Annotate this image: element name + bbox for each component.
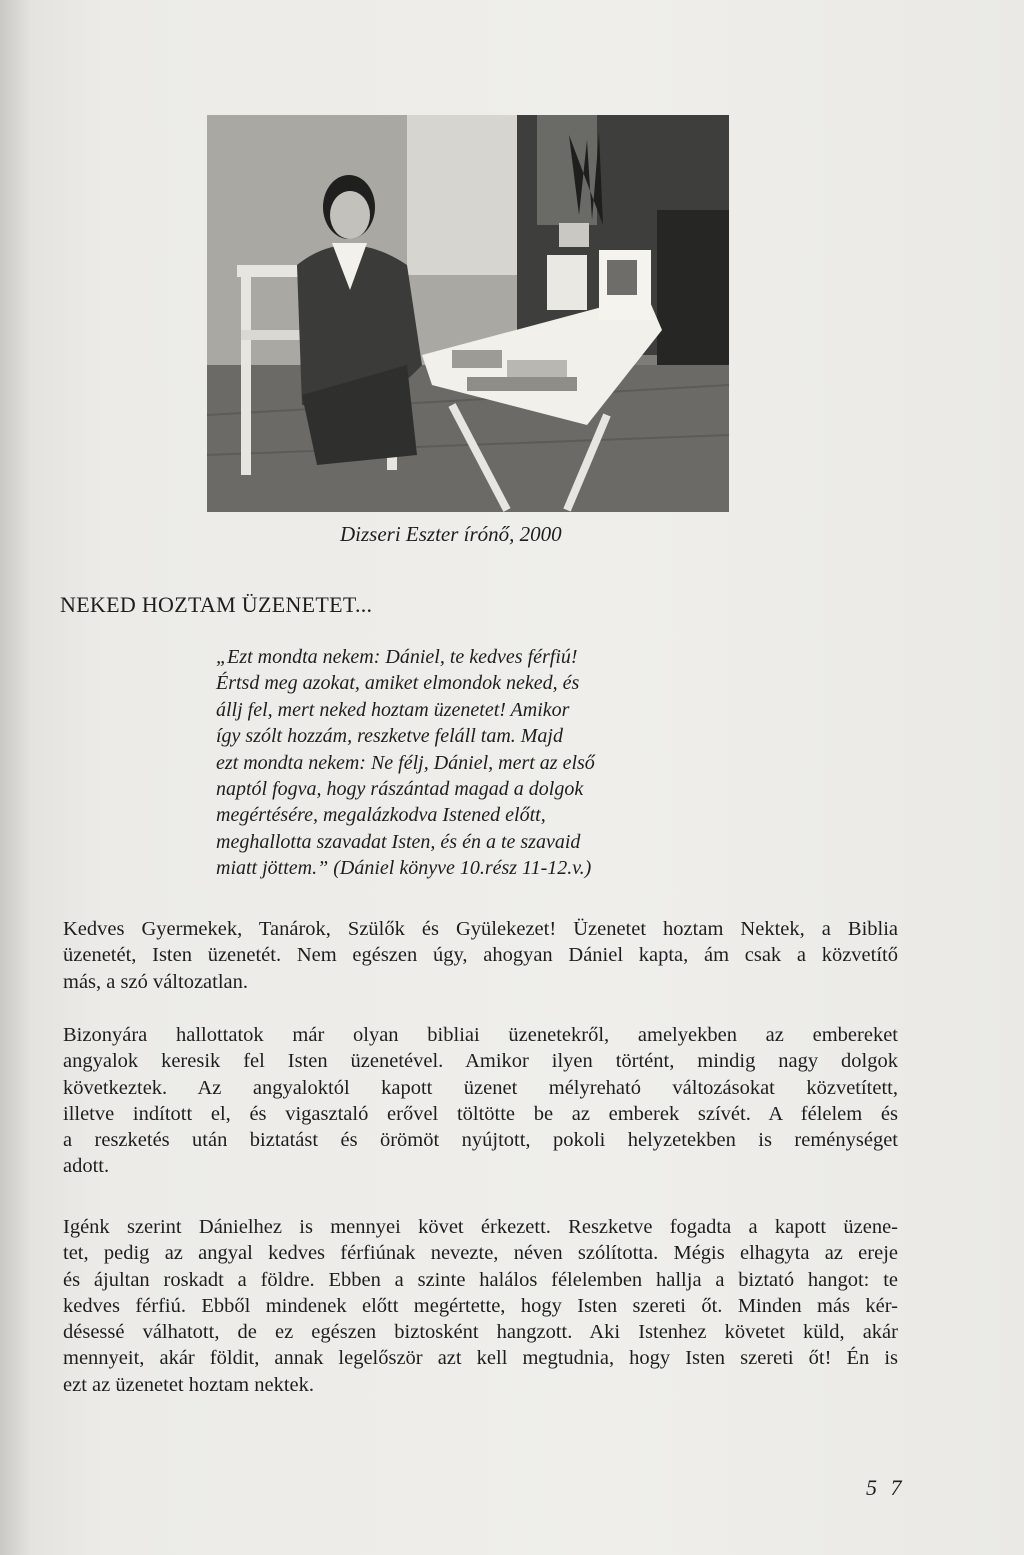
photo-illustration	[207, 115, 729, 512]
paragraph-line: következtek. Az angyaloktól kapott üzenet mélyreható változásokat közvetített,	[63, 1076, 898, 1099]
paragraph-line: illetve indított el, és vigasztaló erővel töltötte be az emberek szívét. A félelem és	[63, 1102, 898, 1125]
paragraph-line: és ájultan roskadt a földre. Ebben a szinte halálos félelemben hallja a biztató hangot: te	[63, 1268, 898, 1291]
section-heading: NEKED HOZTAM ÜZENETET...	[60, 592, 373, 617]
quote-line: így szólt hozzám, reszketve feláll tam. Majd	[216, 725, 563, 748]
paragraph-greeting	[63, 916, 898, 995]
quote-line: megértésére, megalázkodva Istened előtt,	[216, 804, 546, 827]
paragraph-line: ezt az üzenetet hoztam nektek.	[63, 1373, 314, 1396]
paragraph-line: Bizonyára hallottatok már olyan bibliai üzenetekről, amelyekben az embereket	[63, 1024, 898, 1046]
quote-line: Értsd meg azokat, amiket elmondok neked, és	[216, 672, 580, 695]
paragraph-line: désessé válhatott, de ez egészen biztosként hangzott. Aki Istenhez követet küld, akár	[63, 1321, 898, 1344]
paragraph-line: kedves férfiú. Ebből mindenek előtt megértette, hogy Isten szereti őt. Minden más kér-	[63, 1294, 898, 1317]
paragraph-line: más, a szó változatlan.	[63, 970, 249, 993]
bible-quote	[216, 644, 716, 882]
paragraph-line: üzenetét, Isten üzenetét. Nem egészen úgy, ahogyan Dániel kapta, ám csak a közvetítő	[63, 944, 898, 967]
quote-line: miatt jöttem.” (Dániel könyve 10.rész 11-12.v.)	[216, 857, 592, 880]
quote-line: meghallotta szavadat Isten, és én a te szavaid	[216, 830, 581, 853]
quote-line: naptól fogva, hogy rászántad magad a dolgok	[216, 778, 584, 801]
quote-line: ezt mondta nekem: Ne félj, Dániel, mert az első	[216, 751, 595, 774]
paragraph-line: Igénk szerint Dánielhez is mennyei követ érkezett. Reszketve fogadta a kapott üzene-	[63, 1216, 898, 1238]
paragraph-line: angyalok keresik fel Isten üzenetével. Amikor ilyen történt, mindig nagy dolgok	[63, 1050, 898, 1073]
author-photo	[207, 115, 729, 512]
paragraph-line: Kedves Gyermekek, Tanárok, Szülők és Gyülekezet! Üzenetet hoztam Nektek, a Biblia	[63, 918, 898, 940]
paragraph-line: adott.	[63, 1155, 110, 1178]
paragraph-line: a reszketés után biztatást és örömöt nyújtott, pokoli helyzetekben is reménységet	[63, 1129, 898, 1152]
paragraph-line: tet, pedig az angyal kedves férfiúnak nevezte, néven szólította. Mégis elhagyta az ereje	[63, 1242, 898, 1265]
paragraph-daniel	[63, 1214, 898, 1398]
quote-line: „Ezt mondta nekem: Dániel, te kedves férfiú!	[216, 646, 578, 668]
quote-line: állj fel, mert neked hoztam üzenetet! Amikor	[216, 698, 570, 721]
paragraph-angels	[63, 1022, 898, 1180]
photo-caption: Dizseri Eszter írónő, 2000	[340, 522, 562, 546]
paragraph-line: mennyeit, akár földit, annak legelőször azt kell megtudnia, hogy Isten szereti őt! Én is	[63, 1347, 898, 1370]
page-number: 5 7	[866, 1475, 906, 1500]
